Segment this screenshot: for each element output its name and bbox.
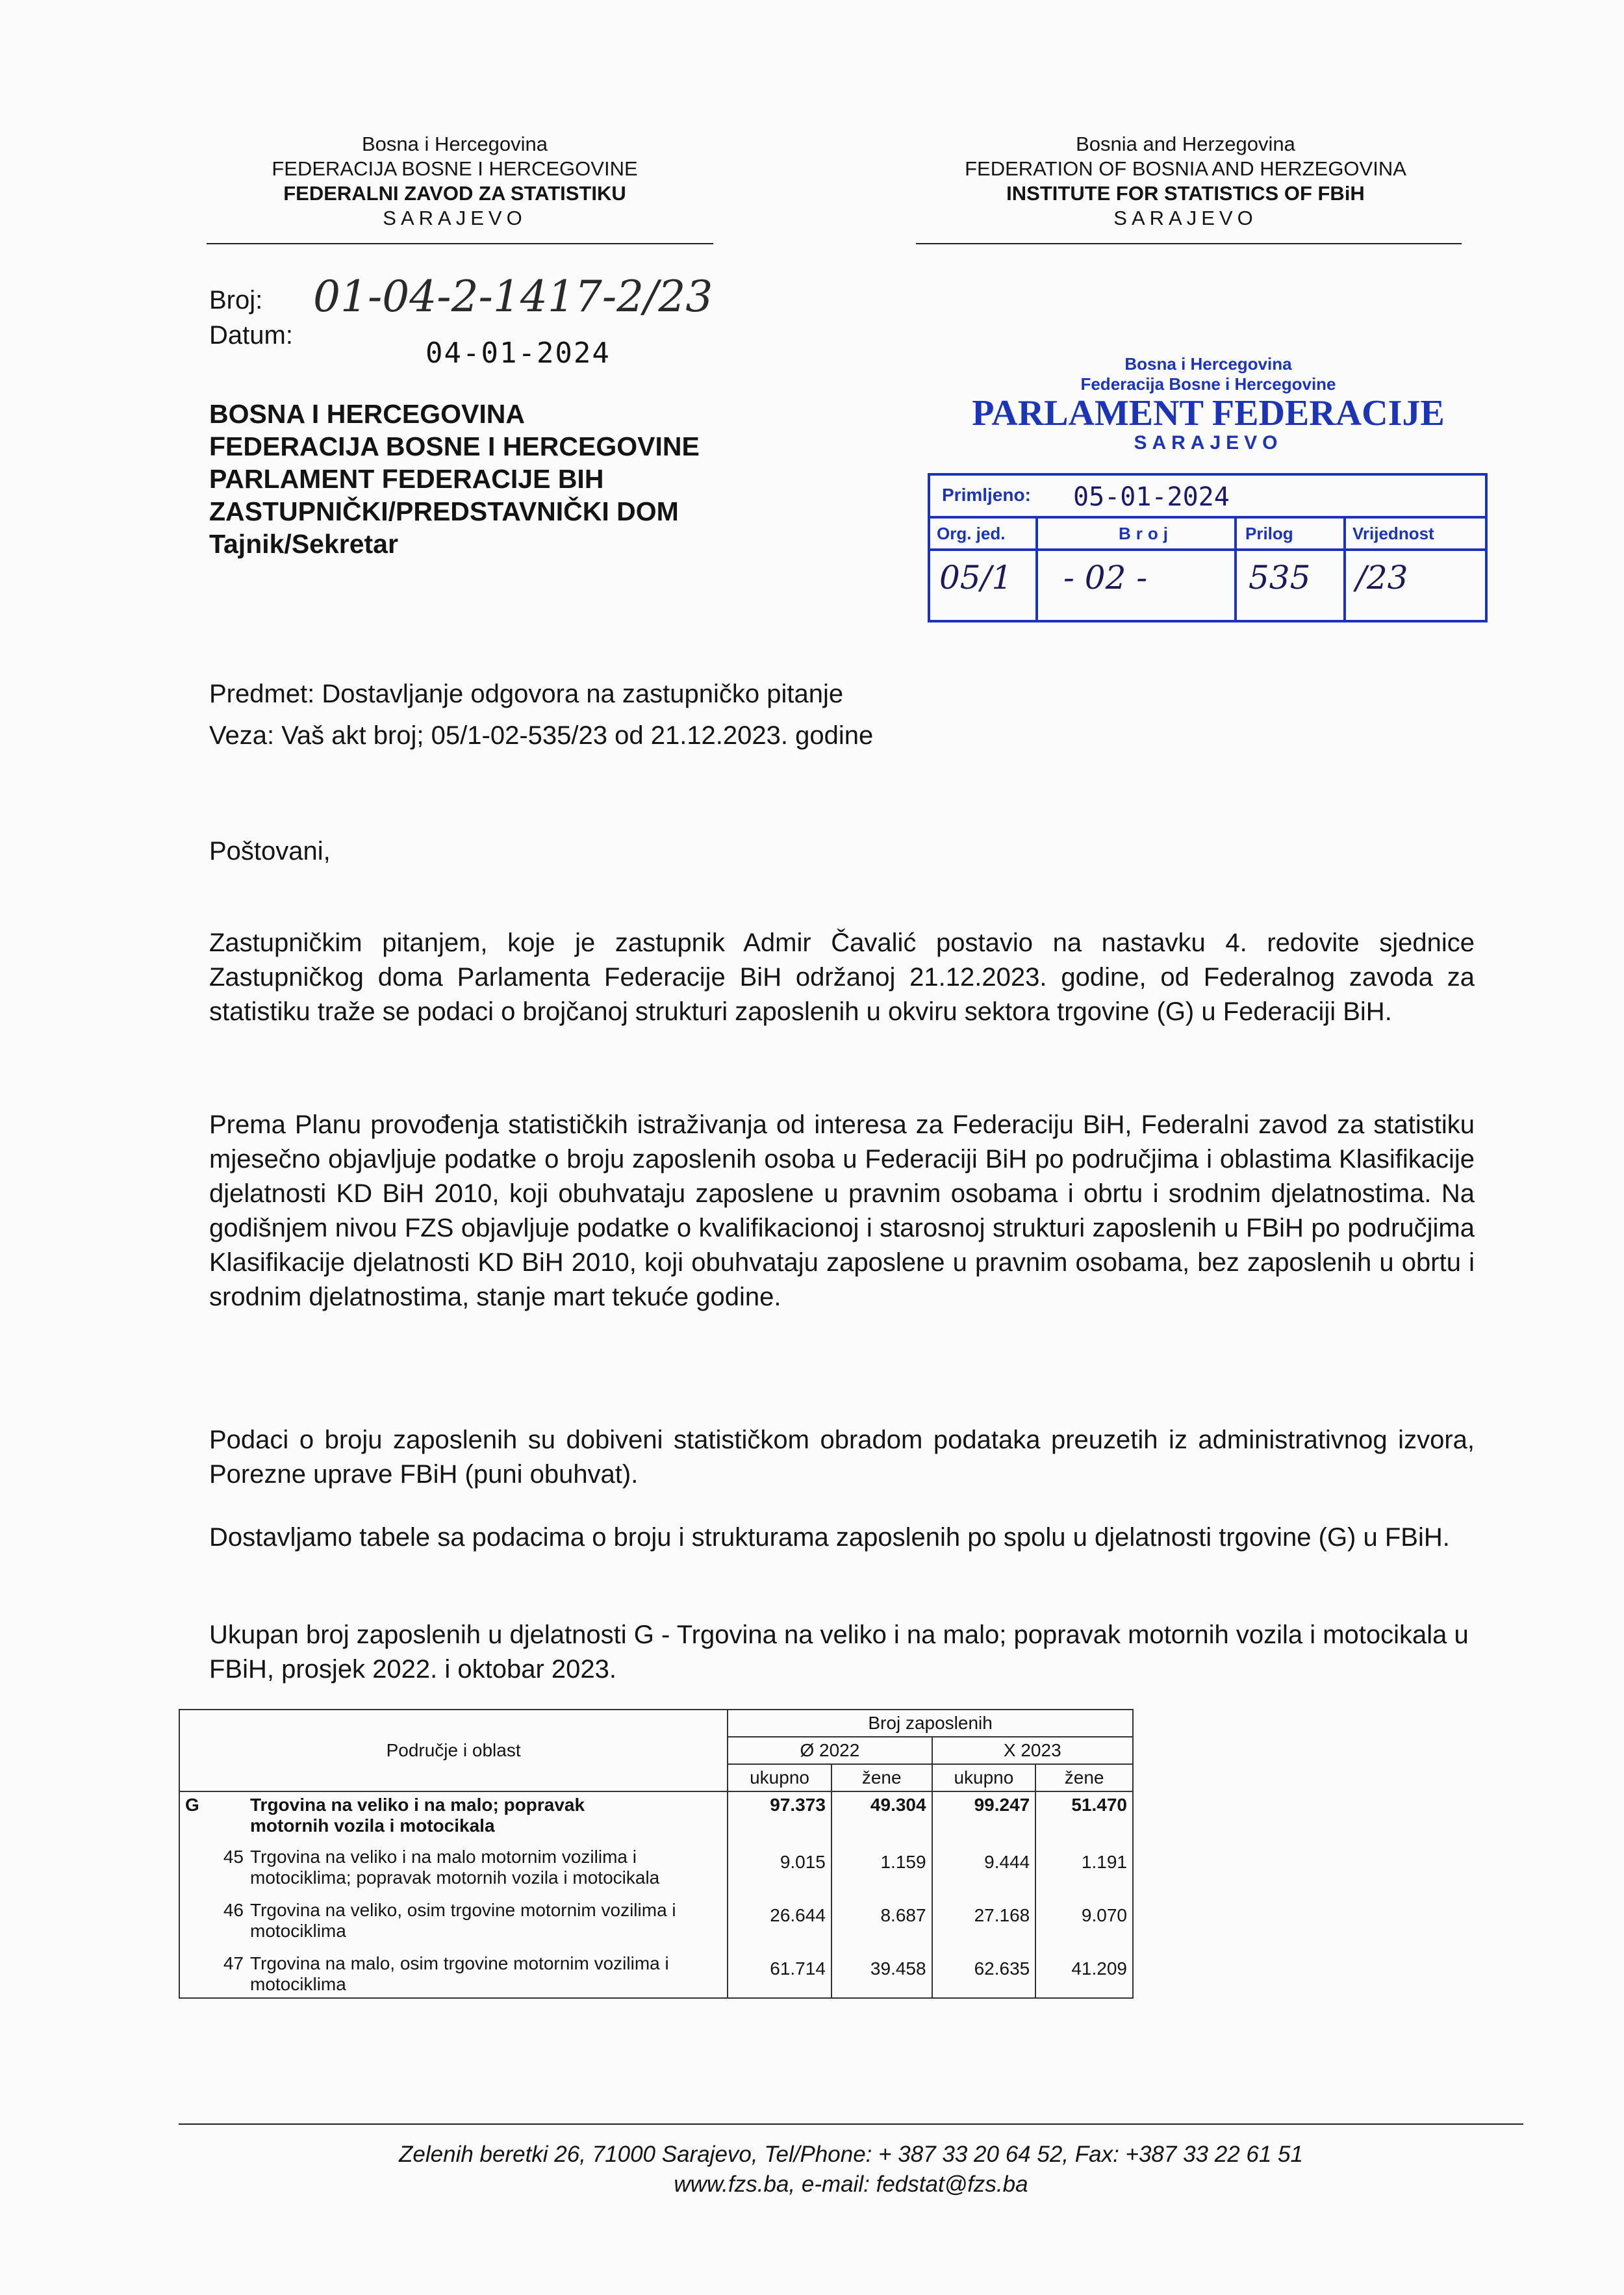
- footer-rule: [179, 2123, 1523, 2125]
- paragraph-1: Zastupničkim pitanjem, koje je zastupnik Admir Čavalić postavio na nastavku 4. redovite sjednice Zastupničkog doma Parlamenta Federacije BiH održanoj 21.12.2023. godine, od Federalnog zavoda za statistiku traže se podaci o brojčanoj strukturi zaposlenih u okviru sektora trgovine (G) u Federaciji BiH.: [209, 929, 1475, 1026]
- header-left: [195, 132, 715, 231]
- paragraph-5: Ukupan broj zaposlenih u djelatnosti G - Trgovina na veliko i na malo; popravak motornih vozila i motocikala u FBiH, prosjek 2022. i oktobar 2023.: [209, 1621, 1469, 1684]
- stamp-divider-3: [1343, 519, 1346, 620]
- stamp-val-prilog: 535: [1249, 559, 1311, 596]
- table-row: [179, 1791, 1133, 1838]
- cell-total-2023: 62.635: [932, 1944, 1036, 1998]
- stamp-col-vrijednost: Vrijednost: [1352, 524, 1434, 543]
- footer: [179, 2140, 1523, 2199]
- cell-total-2022: 61.714: [728, 1944, 831, 1998]
- cell-women-2023: 41.209: [1035, 1944, 1133, 1998]
- paragraph-4: Dostavljamo tabele sa podacima o broju i strukturama zaposlenih po spolu u djelatnosti trgovine (G) u FBiH.: [209, 1523, 1450, 1552]
- reception-stamp: [922, 354, 1494, 454]
- row-code: 47: [223, 1953, 244, 1973]
- stamp-received-label: Primljeno:: [942, 485, 1031, 505]
- broj-label: Broj:: [209, 286, 263, 314]
- row-code: 46: [223, 1900, 244, 1920]
- col-total-2023: ukupno: [932, 1764, 1036, 1791]
- row-name: Trgovina na veliko, osim trgovine motornim vozilima i motociklima: [250, 1900, 676, 1941]
- cell-women-2023: 9.070: [1035, 1891, 1133, 1944]
- table-row: [179, 1838, 1133, 1891]
- header-right-rule: [916, 243, 1462, 244]
- stamp-city: SARAJEVO: [1134, 432, 1283, 454]
- header-right-line3: INSTITUTE FOR STATISTICS OF FBiH: [1006, 182, 1365, 205]
- stamp-divider-1: [1035, 519, 1038, 620]
- cell-total-2022: 97.373: [728, 1791, 831, 1838]
- employment-table: [179, 1709, 1134, 1999]
- stamp-line1: Bosna i Hercegovina: [1124, 354, 1292, 374]
- cell-women-2022: 49.304: [831, 1791, 932, 1838]
- header-left-line4: SARAJEVO: [383, 207, 527, 229]
- period-2023-header: X 2023: [932, 1737, 1133, 1764]
- cell-women-2023: 51.470: [1035, 1791, 1133, 1838]
- group-header: Broj zaposlenih: [728, 1710, 1133, 1737]
- table-row: [179, 1944, 1133, 1998]
- row-area: [179, 1838, 728, 1891]
- table-row: [179, 1891, 1133, 1944]
- broj-value: 01-04-2-1417-2/23: [313, 272, 713, 322]
- addressee-block: [209, 398, 700, 560]
- stamp-grid: [928, 473, 1488, 622]
- header-left-line3: FEDERALNI ZAVOD ZA STATISTIKU: [283, 182, 626, 205]
- col-women-2022: žene: [831, 1764, 932, 1791]
- stamp-line2: Federacija Bosne i Hercegovine: [1080, 374, 1336, 394]
- row-name: Trgovina na malo, osim trgovine motornim vozilima i motociklima: [250, 1953, 669, 1994]
- table-header-row-1: [179, 1710, 1133, 1737]
- stamp-received-value: 05-01-2024: [1073, 482, 1230, 512]
- row-name: Trgovina na veliko i na malo; popravak motornih vozila i motocikala: [250, 1795, 585, 1836]
- header-right: [903, 132, 1468, 231]
- row-area: [179, 1791, 728, 1838]
- stamp-col-broj: Broj: [1119, 524, 1173, 543]
- area-header: Područje i oblast: [179, 1710, 728, 1791]
- stamp-title: PARLAMENT FEDERACIJE: [972, 393, 1445, 433]
- stamp-col-prilog: Prilog: [1245, 524, 1293, 543]
- stamp-val-broj: - 02 -: [1063, 559, 1148, 596]
- cell-total-2022: 9.015: [728, 1838, 831, 1891]
- addressee-line1: BOSNA I HERCEGOVINA: [209, 399, 525, 429]
- row-name: Trgovina na veliko i na malo motornim vozilima i motociklima; popravak motornih vozila i motocikala: [250, 1847, 660, 1888]
- col-total-2022: ukupno: [728, 1764, 831, 1791]
- header-right-line2: FEDERATION OF BOSNIA AND HERZEGOVINA: [965, 157, 1406, 180]
- paragraph-2: Prema Planu provođenja statističkih istraživanja od interesa za Federaciju BiH, Federalni zavod za statistiku mjesečno objavljuje podatke o broju zaposlenih osoba u Federaciji BiH po područjima i oblastima Klasifikacije djelatnosti KD BiH 2010, koji obuhvataju zaposlene u pravnim osobama i obrtu i srodnim djelatnostima. Na godišnjem nivou FZS objavljuje podatke o kvalifikacionoj i starosnoj strukturi zaposlenih u FBiH po područjima Klasifikacije djelatnosti KD BiH 2010, koji obuhvataju zaposlene u pravnim osobama, bez zaposlenih u obrtu i srodnim djelatnostima, stanje mart tekuće godine.: [209, 1110, 1475, 1311]
- footer-address: Zelenih beretki 26, 71000 Sarajevo, Tel/Phone: + 387 33 20 64 52, Fax: +387 33 22 61 51: [399, 2142, 1303, 2167]
- subject-line: Predmet: Dostavljanje odgovora na zastupničko pitanje: [209, 680, 844, 708]
- cell-total-2023: 9.444: [932, 1838, 1036, 1891]
- addressee-line2: FEDERACIJA BOSNE I HERCEGOVINE: [209, 431, 700, 461]
- period-2022-header: Ø 2022: [728, 1737, 932, 1764]
- stamp-divider-2: [1234, 519, 1237, 620]
- stamp-val-vrijednost: /23: [1356, 559, 1408, 596]
- header-left-line2: FEDERACIJA BOSNE I HERCEGOVINE: [272, 157, 638, 180]
- row-code: G: [185, 1795, 199, 1815]
- addressee-line4: ZASTUPNIČKI/PREDSTAVNIČKI DOM: [209, 496, 679, 526]
- cell-women-2022: 1.159: [831, 1838, 932, 1891]
- cell-women-2023: 1.191: [1035, 1838, 1133, 1891]
- cell-total-2023: 99.247: [932, 1791, 1036, 1838]
- cell-women-2022: 39.458: [831, 1944, 932, 1998]
- addressee-line3: PARLAMENT FEDERACIJE BIH: [209, 464, 604, 494]
- header-right-line1: Bosnia and Herzegovina: [1076, 133, 1295, 155]
- footer-contact: www.fzs.ba, e-mail: fedstat@fzs.ba: [674, 2172, 1028, 2197]
- stamp-received-row: [930, 476, 1485, 519]
- reference-line: Veza: Vaš akt broj; 05/1-02-535/23 od 21.12.2023. godine: [209, 721, 874, 750]
- row-code: 45: [223, 1847, 244, 1867]
- col-women-2023: žene: [1035, 1764, 1133, 1791]
- datum-value: 04-01-2024: [425, 337, 611, 370]
- addressee-line5: Tajnik/Sekretar: [209, 529, 398, 559]
- header-left-rule: [207, 243, 713, 244]
- stamp-col-org: Org. jed.: [937, 524, 1006, 543]
- header-left-line1: Bosna i Hercegovina: [361, 133, 548, 155]
- greeting: Poštovani,: [209, 837, 331, 865]
- cell-total-2022: 26.644: [728, 1891, 831, 1944]
- row-area: [179, 1944, 728, 1998]
- datum-label: Datum:: [209, 321, 293, 350]
- row-area: [179, 1891, 728, 1944]
- cell-women-2022: 8.687: [831, 1891, 932, 1944]
- paragraph-3: Podaci o broju zaposlenih su dobiveni statističkom obradom podataka preuzetih iz administrativnog izvora, Porezne uprave FBiH (puni obuhvat).: [209, 1426, 1475, 1489]
- cell-total-2023: 27.168: [932, 1891, 1036, 1944]
- stamp-val-org: 05/1: [939, 559, 1013, 596]
- header-right-line4: SARAJEVO: [1113, 207, 1258, 229]
- stamp-header-row: [930, 519, 1485, 551]
